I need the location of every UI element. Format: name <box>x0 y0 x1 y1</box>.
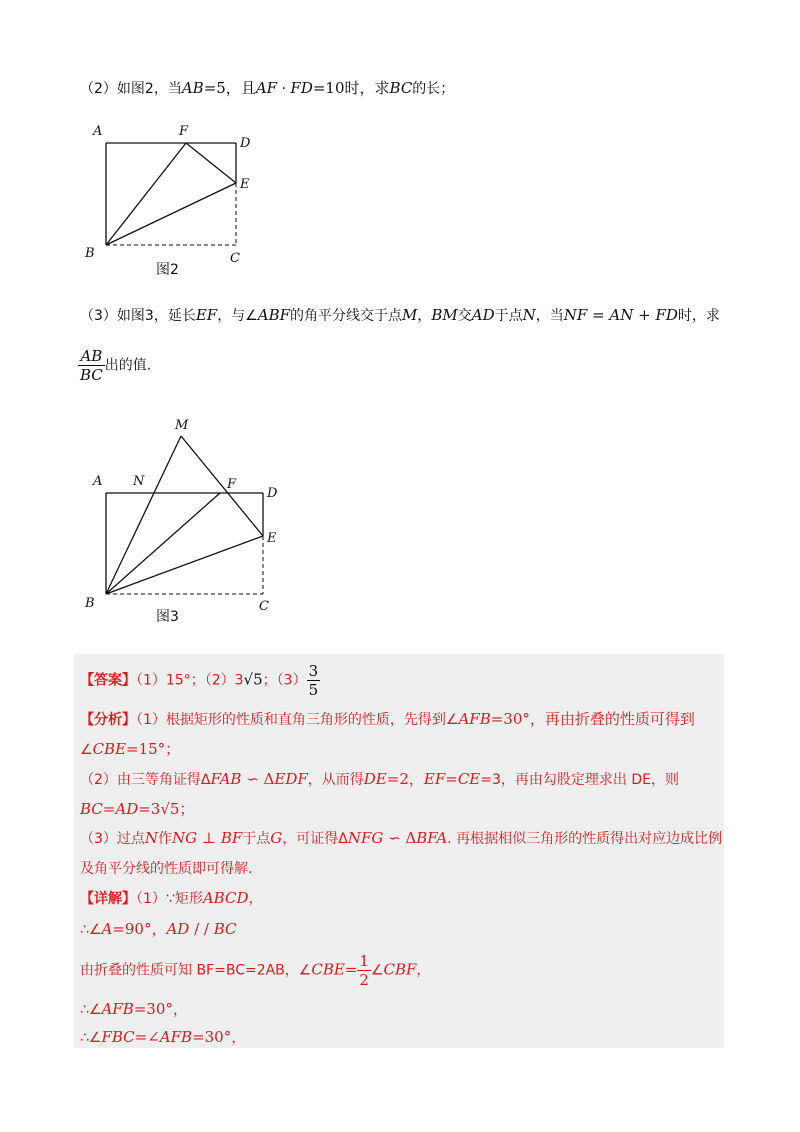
fig3-label-c: C <box>259 599 269 614</box>
figure-2 <box>80 115 270 280</box>
fig2-label-b: B <box>85 246 95 261</box>
analysis-line-1: 【分析】（1）根据矩形的性质和直角三角形的性质，先得到∠AFB=30°，再由折叠的性质可得到 <box>80 710 695 728</box>
detail-line-1: 【详解】（1）∵矩形ABCD， <box>80 889 263 907</box>
fig2-label-c: C <box>230 251 240 266</box>
analysis-line-5: （3）过点N作NG ⊥ BF于点G，可证得ΔNFG ∽ ΔBFA. 再根据相似三角形的性质得出对应边成比例 <box>80 829 723 847</box>
figure-3 <box>80 412 295 627</box>
analysis-line-2: ∠CBE=15°； <box>80 740 181 758</box>
question-3-line-2: $\frac{AB}{BC}$ 出的值. <box>80 347 152 384</box>
detail-fraction-half: $\frac{1}{2}$ <box>359 952 369 989</box>
detail-line-2: ∴∠A=90°，AD / / BC <box>80 920 237 938</box>
question-2: （2）如图2，当AB=5，且AF · FD=10时，求BC的长； <box>80 79 455 97</box>
fraction-ab-bc: $\frac{AB}{BC}$ <box>80 347 103 384</box>
fig3-segment-bf <box>106 493 220 594</box>
question-3-line-1: （3）如图3，延长EF，与∠ABF的角平分线交于点M，BM交AD于点N，当NF = AN + FD时，求 <box>80 306 720 324</box>
fig3-label-b: B <box>85 596 95 611</box>
analysis-line-4: BC=AD=3√5； <box>80 800 195 818</box>
fig3-label-m: M <box>175 418 189 433</box>
fig3-label-f: F <box>227 477 237 492</box>
detail-line-3: 由折叠的性质可知 BF=BC=2AB，∠CBE= $\frac{1}{2}$ ∠CBF， <box>80 952 431 989</box>
fig2-label-d: D <box>240 136 251 151</box>
analysis-line-6: 及角平分线的性质即可得解. <box>80 861 253 877</box>
fig2-label-f: F <box>179 124 189 139</box>
fig2-label-e: E <box>240 177 250 192</box>
fig3-label-e: E <box>267 531 277 546</box>
analysis-line-3: （2）由三等角证得ΔFAB ∽ ΔEDF，从而得DE=2，EF=CE=3，再由勾股定理求出 DE，则 <box>80 770 679 788</box>
detail-line-4: ∴∠AFB=30°， <box>80 1000 188 1018</box>
fig2-label-a: A <box>93 124 103 139</box>
answer-fraction: $\frac{3}{5}$ <box>308 662 319 699</box>
fig2-segment-fe <box>186 143 236 183</box>
fig3-segment-me <box>181 436 263 536</box>
fig3-caption: 图3 <box>156 609 179 625</box>
fig2-caption: 图2 <box>156 262 179 278</box>
fig2-segment-be <box>106 183 236 245</box>
answer-line: 【答案】（1）15°；（2）3√5；（3） $\frac{3}{5}$ <box>80 662 319 699</box>
detail-line-5: ∴∠FBC=∠AFB=30°， <box>80 1028 247 1046</box>
fig3-label-n: N <box>133 474 145 489</box>
fig2-segment-bf <box>106 143 186 245</box>
fig3-label-a: A <box>93 474 103 489</box>
fig3-label-d: D <box>267 486 278 501</box>
